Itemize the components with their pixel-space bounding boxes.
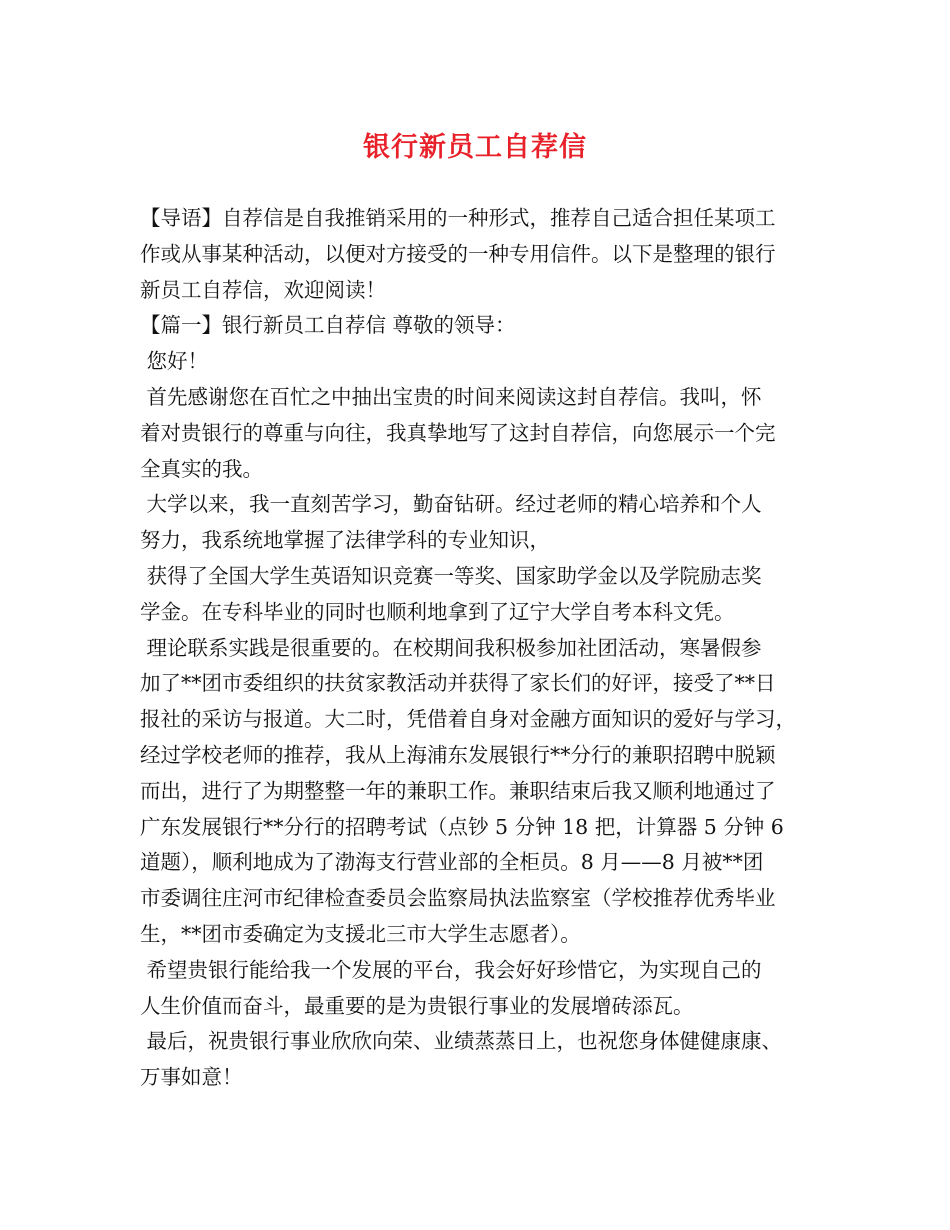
- document-title: 银行新员工自荐信: [363, 132, 587, 163]
- body-line: 万事如意！: [140, 1065, 243, 1090]
- document-body: [140, 201, 820, 1096]
- body-line: 最后，祝贵银行事业欣欣向荣、业绩蒸蒸日上，也祝您身体健健康康、: [140, 1029, 783, 1054]
- body-line: 【导语】自荐信是自我推销采用的一种形式，推荐自己适合担任某项工: [140, 206, 776, 230]
- body-line: 广东发展银行**分行的招聘考试（点钞 5 分钟 18 把，计算器 5 分钟 6: [140, 814, 784, 839]
- body-line: 生，**团市委确定为支援北三市大学生志愿者）。: [140, 921, 581, 946]
- body-line: 道题），顺利地成为了渤海支行营业部的全柜员。8 月——8 月被**团: [140, 850, 764, 875]
- body-line: 而出，进行了为期整整一年的兼职工作。兼职结束后我又顺利地通过了: [140, 778, 776, 803]
- body-line: 新员工自荐信，欢迎阅读！: [140, 277, 386, 302]
- body-line: 【篇一】银行新员工自荐信 尊敬的领导：: [140, 313, 516, 338]
- body-line: 首先感谢您在百忙之中抽出宝贵的时间来阅读这封自荐信。我叫，怀: [140, 384, 762, 409]
- body-line: 您好！: [140, 349, 209, 374]
- body-line: 希望贵银行能给我一个发展的平台，我会好好珍惜它，为实现自己的: [140, 957, 762, 982]
- body-line: 市委调往庄河市纪律检查委员会监察局执法监察室（学校推荐优秀毕业: [140, 886, 776, 911]
- body-line: 加了**团市委组织的扶贫家教活动并获得了家长们的好评，接受了**日: [140, 671, 776, 696]
- body-line: 学金。在专科毕业的同时也顺利地拿到了辽宁大学自考本科文凭。: [140, 599, 735, 624]
- body-line: 大学以来，我一直刻苦学习，勤奋钻研。经过老师的精心培养和个人: [140, 492, 762, 517]
- body-line: 经过学校老师的推荐，我从上海浦东发展银行**分行的兼职招聘中脱颖: [140, 742, 776, 767]
- body-line: 理论联系实践是很重要的。在校期间我积极参加社团活动，寒暑假参: [140, 635, 762, 660]
- body-line: 人生价值而奋斗，最重要的是为贵银行事业的发展增砖添瓦。: [140, 993, 694, 1018]
- body-line: 获得了全国大学生英语知识竞赛一等奖、国家助学金以及学院励志奖: [140, 563, 762, 588]
- body-line: 努力，我系统地掌握了法律学科的专业知识，: [140, 528, 550, 553]
- body-line: 全真实的我。: [140, 456, 263, 481]
- body-line: 着对贵银行的尊重与向往，我真挚地写了这封自荐信，向您展示一个完: [140, 420, 776, 445]
- body-line: 作或从事某种活动，以便对方接受的一种专用信件。以下是整理的银行: [140, 241, 776, 266]
- body-line: 报社的采访与报道。大二时，凭借着自身对金融方面知识的爱好与学习，: [140, 707, 796, 732]
